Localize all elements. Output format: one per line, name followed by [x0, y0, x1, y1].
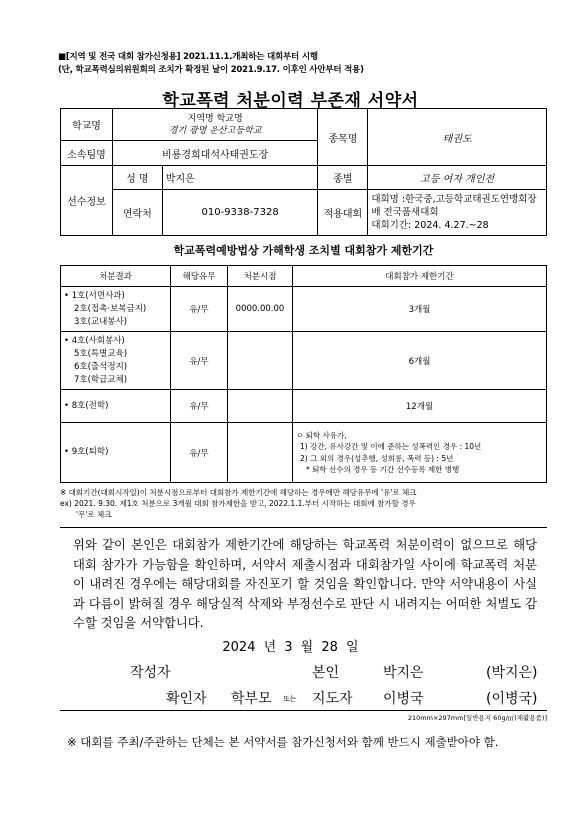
limits-period-cell — [293, 423, 547, 483]
list-item: • 1호(서면사과) — [64, 290, 125, 301]
limits-date-cell — [228, 423, 293, 483]
limits-yn-cell: 유/무 — [171, 287, 228, 332]
writer-label: 작성자 — [130, 665, 171, 681]
school-value-line-2: 경기 광명 운산고등학교 — [168, 125, 262, 136]
competition-label: 적용대회 — [318, 190, 368, 236]
type-value: 고등 여자 개인전 — [368, 166, 547, 190]
player-info-table — [60, 108, 547, 236]
list-item: 6호(출석정지) — [74, 361, 128, 372]
contact-label: 연락처 — [112, 190, 162, 236]
event-label: 종목명 — [318, 109, 368, 166]
limits-date-cell — [228, 332, 293, 390]
footnote-line-2: ex) 2021. 9.30. 제1호 처분으로 3개월 대회 참가제한을 받고, 2022.1.1.부터 시작하는 대회에 참가할 경우 — [60, 499, 416, 508]
type-label: 종별 — [318, 166, 368, 190]
list-item: 5호(특별교육) — [74, 348, 128, 359]
limits-yn-cell: 유/무 — [171, 390, 228, 423]
event-value: 태권도 — [368, 109, 547, 166]
self-signature: (박지은) — [486, 665, 538, 681]
limits-result-cell — [61, 332, 171, 390]
limits-header-date: 처분시점 — [228, 266, 293, 287]
list-item: 2) 그 외의 경우(성추행, 성희롱, 폭력 등) : 5년 — [300, 453, 454, 463]
limits-period-cell: 6개월 — [293, 332, 547, 390]
competition-period: 대회기간: 2024. 4.27.~28 — [371, 220, 489, 231]
pledge-text: 위와 같이 본인은 대회참가 제한기간에 해당하는 학교폭력 처분이력이 없으므로 해당 대회 참가가 가능함을 확인하며, 서약서 제출시점과 대회참가일 사이에 학교폭력 처분이 내려진 경우에는 해당대회를 자진포기 할 것임을 확인합니다. 만약 서약내용이 사실과 다름이 밝혀질 경우 해당실적 삭제와 부정선수로 판단 시 내려지는 어떠한 처벌도 감수할 것임을 서약합니다. — [73, 538, 537, 631]
table-row — [61, 287, 547, 332]
list-item: 3호(교내봉사) — [74, 316, 128, 327]
footnote-line-1: ※ 대회기간(대회시작일)이 처분시점으로부터 대회참가 제한기간에 해당하는 경우에만 해당유무에 '유'로 체크 — [60, 488, 417, 497]
list-item: 7호(학급교체) — [74, 374, 128, 385]
divider — [60, 527, 547, 528]
divider — [60, 710, 547, 711]
paper-note: 210mm×297mm[일반용지 60g/㎡(재활용품)] — [407, 714, 547, 722]
limits-header-result: 처분결과 — [61, 266, 171, 287]
coach-signature: (이병국) — [486, 691, 538, 707]
notice-line-1: ■[지역 및 전국 대회 참가신청용] 2021.11.1.개최하는 대회부터 시행 — [58, 52, 318, 62]
team-label: 소속팀명 — [61, 141, 113, 166]
limits-header-yn: 해당유무 — [171, 266, 228, 287]
limits-result-cell — [61, 287, 171, 332]
table-row — [61, 332, 547, 390]
limits-period-cell: 12개월 — [293, 390, 547, 423]
self-name: 박지은 — [383, 665, 424, 681]
limits-result-cell — [61, 390, 171, 423]
self-label: 본인 — [312, 665, 340, 681]
name-label: 성 명 — [112, 166, 162, 190]
pledge-date: 2024 년 3 월 28 일 — [222, 640, 359, 655]
table-row — [61, 390, 547, 423]
competition-value — [368, 190, 547, 236]
list-item: • 9호(퇴학) — [64, 447, 109, 457]
contact-value: 010-9338-7328 — [162, 190, 318, 236]
list-item: 1) 강간, 유사강간 및 이에 준하는 성폭력인 경우 : 10년 — [300, 442, 482, 451]
parent-label: 학부모 — [231, 691, 272, 707]
or-label: 또는 — [283, 695, 297, 703]
document-title: 학교폭력 처분이력 부존재 서약서 — [162, 91, 419, 111]
limits-result-cell — [61, 423, 171, 483]
notice-line-2: (단, 학교폭력심의위원회의 조치가 확정된 날이 2021.9.17. 이후인 사안부터 적용) — [58, 65, 364, 75]
school-value — [112, 109, 318, 141]
list-item: • 4호(사회봉사) — [64, 335, 125, 346]
player-label: 선수정보 — [61, 166, 113, 236]
school-label: 학교명 — [61, 109, 113, 141]
limits-subtitle: 학교폭력예방법상 가해학생 조치별 대회참가 제한기간 — [173, 244, 434, 257]
name-value: 박지은 — [162, 166, 318, 190]
bottom-note: ※ 대회를 주최/주관하는 단체는 본 서약서를 참가신청서와 함께 반드시 제출받아야 함. — [67, 735, 499, 749]
list-item: • 8호(전학) — [64, 400, 109, 411]
footnote-line-3: '무'로 체크 — [76, 510, 112, 519]
limits-yn-cell: 유/무 — [171, 423, 228, 483]
limits-yn-cell: 유/무 — [171, 332, 228, 390]
coach-name: 이병국 — [383, 691, 424, 707]
limits-header-period: 대회참가 제한기간 — [293, 266, 547, 287]
confirm-label: 확인자 — [166, 691, 207, 707]
limits-date-cell — [228, 390, 293, 423]
table-row — [61, 423, 547, 483]
list-item: ㅇ 퇴학 사유가, — [296, 430, 347, 440]
footnote — [60, 487, 547, 520]
list-item: * 퇴학 선수의 경우 등 기간 선수등록 제한 병행 — [306, 465, 460, 474]
limits-date-cell: 0000.00.00 — [228, 287, 293, 332]
list-item: 2호(접촉·보복금지) — [74, 303, 147, 314]
school-value-line-1: 지역명 학교명 — [187, 113, 243, 124]
team-value: 비룡경희대석사태권도장 — [112, 141, 318, 166]
coach-label: 지도자 — [312, 691, 353, 707]
limits-table — [60, 265, 547, 483]
competition-name: 대회명 :한국중,고등학교태권도연맹회장배 전국품새대회 — [371, 194, 537, 218]
limits-period-cell: 3개월 — [293, 287, 547, 332]
